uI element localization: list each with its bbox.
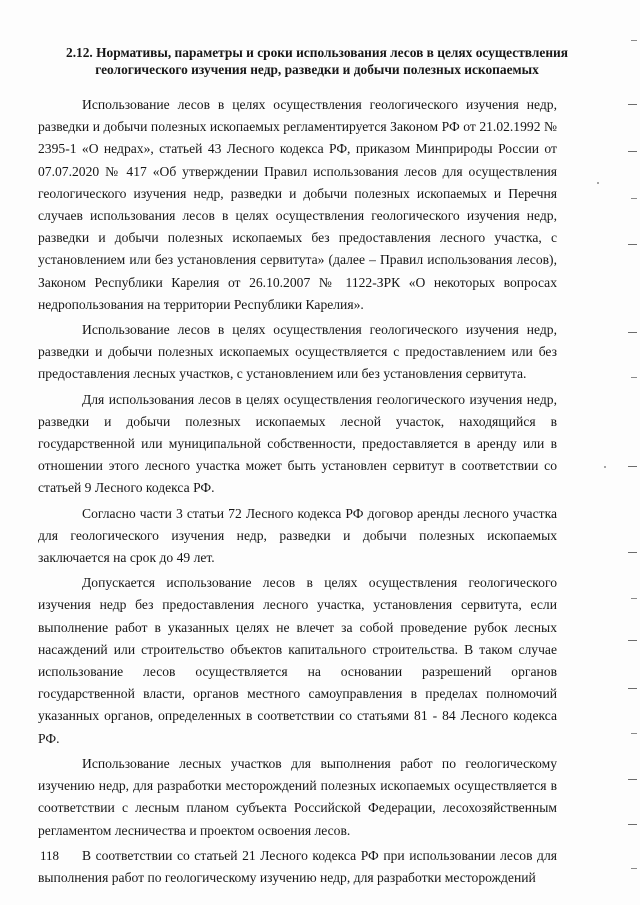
scan-mark — [628, 332, 637, 333]
scan-mark — [628, 824, 637, 825]
scan-margin-marks — [624, 0, 640, 905]
paragraph-legal-basis: Использование лесов в целях осуществления геологического изучения недр, разведки и добычи полезных ископаемых регламентируется Законом РФ от 21.02.1992 № 2395-1 «О недрах», статьей 43 Лесного кодекса РФ, приказом Минприроды России от 07.07.2020 № 417 «Об утверждении Правил использования лесов для осуществления геологического изучения недр, разведки и добычи полезных ископаемых и Перечня случаев использования лесов в целях осуществления геологического изучения недр, разведки и добычи полезных ископаемых без предоставления лесного участка, с установлением или без установления сервитута» (далее – Правил использования лесов), Законом Республики Карелия от 26.10.2007 № 1122-ЗРК «О некоторых вопросах недропользования на территории Республики Карелия». — [38, 97, 557, 312]
scan-mark — [628, 244, 637, 245]
scan-mark — [631, 198, 637, 199]
paragraph-without-plot: Допускается использование лесов в целях осуществления геологического изучения недр без предоставления лесного участка, установления сервитута, если выполнение работ в указанных целях не влечет за собой проведение рубок лесных насаждений или строительство объектов капитального строительства. В таком случае использование лесов осуществляется на основании разрешений органов государственной власти, органов местного самоуправления в пределах полномочий указанных органов, определенных в соответствии со статьями 81 - 84 Лесного кодекса РФ. — [38, 575, 557, 746]
scan-mark — [628, 688, 637, 689]
paragraph-article-21: В соответствии со статьей 21 Лесного кодекса РФ при использовании лесов для выполнения работ по геологическому изучению недр, для разработки месторождений — [38, 847, 557, 885]
scan-mark — [628, 640, 637, 641]
section-heading-line-1: 2.12. Нормативы, параметры и сроки использования лесов в целях осуществления — [66, 45, 568, 60]
paragraph-lease-term: Согласно части 3 статьи 72 Лесного кодекса РФ договор аренды лесного участка для геологического изучения недр, разведки и добычи полезных ископаемых заключается на срок до 49 лет. — [38, 505, 557, 566]
section-heading — [40, 44, 594, 78]
scan-mark — [628, 552, 637, 553]
scan-speck — [597, 182, 599, 184]
scan-mark — [631, 598, 637, 599]
scan-mark — [631, 733, 637, 734]
scan-mark — [628, 104, 637, 105]
paragraph-lease-or-servitude: Для использования лесов в целях осуществления геологического изучения недр, разведки и добычи полезных ископаемых лесной участок, находящийся в государственной или муниципальной собственности, предоставляется в аренду или в отношении этого лесного участка может быть установлен сервитут в соответствии со статьей 9 Лесного кодекса РФ. — [38, 391, 557, 496]
scan-mark — [631, 40, 637, 41]
scan-mark — [631, 377, 637, 378]
scan-speck — [604, 466, 606, 468]
scan-mark — [628, 779, 637, 780]
scan-mark — [628, 151, 637, 152]
page-number: 118 — [40, 848, 60, 863]
paragraph-forest-plan: Использование лесных участков для выполнения работ по геологическому изучению недр, для разработки месторождений полезных ископаемых осуществляется в соответствии с лесным планом субъекта Российской Федерации, лесохозяйственным регламентом лесничества и проектом освоения лесов. — [38, 755, 557, 838]
body-text — [38, 94, 557, 892]
scan-mark — [628, 466, 637, 467]
scan-mark — [631, 868, 637, 869]
paragraph-provision-modes: Использование лесов в целях осуществления геологического изучения недр, разведки и добычи полезных ископаемых осуществляется с предоставлением или без предоставления лесных участков, с установлением или без установления сервитута. — [38, 322, 557, 382]
section-heading-line-2: геологического изучения недр, разведки и добычи полезных ископаемых — [95, 62, 539, 77]
